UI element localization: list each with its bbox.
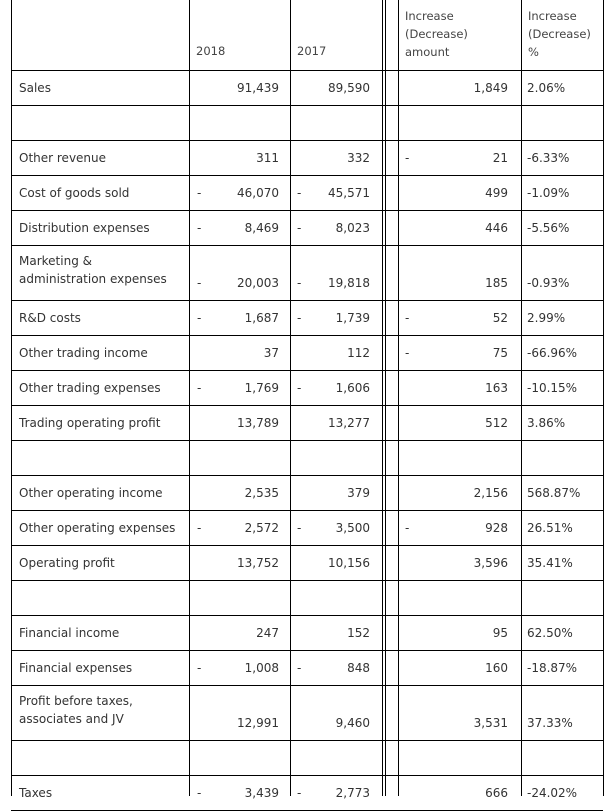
row-divider (11, 775, 603, 776)
negative-marker: - (197, 220, 202, 235)
negative-marker: - (197, 276, 202, 290)
value-2017: 9,460 (335, 716, 370, 730)
row-divider (11, 210, 603, 211)
row-divider (11, 70, 603, 71)
value-amount: 52 (492, 310, 508, 325)
value-2017: 10,156 (328, 555, 370, 570)
header-increase-pct: % (528, 45, 539, 59)
value-amount: 160 (485, 660, 508, 675)
column-divider (521, 0, 522, 796)
row-divider (11, 545, 603, 546)
negative-marker: - (405, 150, 410, 165)
value-amount: 3,596 (473, 555, 508, 570)
value-pct: -5.56% (527, 220, 570, 235)
row-label: Other revenue (19, 150, 107, 165)
row-label: Cost of goods sold (19, 185, 130, 200)
row-label: Operating profit (19, 555, 115, 570)
value-pct: 2.06% (527, 80, 566, 95)
row-divider (11, 650, 603, 651)
value-pct: -24.02% (527, 785, 578, 800)
value-2017: 152 (347, 625, 370, 640)
value-2017: 19,818 (328, 276, 370, 290)
negative-marker: - (405, 520, 410, 535)
value-amount: 163 (485, 380, 508, 395)
negative-marker: - (297, 380, 302, 395)
row-divider (11, 405, 603, 406)
value-2018: 311 (256, 150, 279, 165)
value-2017: 379 (347, 485, 370, 500)
negative-marker: - (297, 310, 302, 325)
column-divider (398, 0, 399, 796)
value-2017: 89,590 (328, 80, 370, 95)
value-2018: 1,687 (244, 310, 279, 325)
value-pct: -1.09% (527, 185, 570, 200)
value-2018: 2,535 (244, 485, 279, 500)
row-divider (11, 440, 603, 441)
value-amount: 499 (485, 185, 508, 200)
negative-marker: - (297, 660, 302, 675)
value-2018: 13,752 (237, 555, 279, 570)
value-2018: 1,769 (244, 380, 279, 395)
row-divider (11, 510, 603, 511)
value-amount: 666 (485, 785, 508, 800)
header-2018: 2018 (196, 44, 226, 58)
column-divider (189, 0, 190, 796)
value-2017: 332 (347, 150, 370, 165)
value-pct: -66.96% (527, 345, 578, 360)
value-2018: 247 (256, 625, 279, 640)
negative-marker: - (197, 660, 202, 675)
row-label: administration expenses (19, 272, 167, 286)
value-pct: 37.33% (527, 716, 573, 730)
row-divider (11, 685, 603, 686)
value-amount: 928 (485, 520, 508, 535)
row-divider (11, 475, 603, 476)
value-pct: 26.51% (527, 520, 573, 535)
row-label: Financial expenses (19, 660, 133, 675)
negative-marker: - (405, 310, 410, 325)
value-pct: 568.87% (527, 485, 581, 500)
value-2018: 37 (263, 345, 279, 360)
value-2018: 13,789 (237, 415, 279, 430)
value-2018: 12,991 (237, 716, 279, 730)
value-amount: 75 (492, 345, 508, 360)
row-label: Other trading income (19, 345, 148, 360)
row-label: Other operating expenses (19, 520, 176, 535)
value-amount: 446 (485, 220, 508, 235)
value-amount: 1,849 (473, 80, 508, 95)
negative-marker: - (297, 520, 302, 535)
negative-marker: - (405, 345, 410, 360)
row-divider (11, 175, 603, 176)
negative-marker: - (297, 276, 302, 290)
negative-marker: - (297, 185, 302, 200)
negative-marker: - (197, 520, 202, 535)
value-pct: -10.15% (527, 380, 578, 395)
row-label: associates and JV (19, 712, 124, 726)
value-2017: 1,606 (335, 380, 370, 395)
value-amount: 21 (492, 150, 508, 165)
header-increase-amount: (Decrease) (405, 27, 468, 41)
value-2018: 20,003 (237, 276, 279, 290)
row-divider (11, 580, 603, 581)
value-2017: 45,571 (328, 185, 370, 200)
row-divider (11, 105, 603, 106)
row-label: Sales (19, 80, 51, 95)
header-2017: 2017 (297, 44, 327, 58)
row-divider (11, 335, 603, 336)
column-divider (11, 0, 12, 796)
value-2018: 1,008 (244, 660, 279, 675)
value-amount: 95 (492, 625, 508, 640)
row-label: Distribution expenses (19, 220, 150, 235)
value-2018: 8,469 (244, 220, 279, 235)
column-divider (385, 0, 386, 796)
value-2017: 8,023 (335, 220, 370, 235)
negative-marker: - (297, 220, 302, 235)
row-label: Marketing & (19, 254, 92, 268)
value-amount: 185 (485, 276, 508, 290)
header-increase-amount: amount (405, 45, 450, 59)
header-increase-pct: (Decrease) (528, 27, 591, 41)
row-divider (11, 140, 603, 141)
row-label: Other trading expenses (19, 380, 161, 395)
row-label: Financial income (19, 625, 120, 640)
header-increase-amount: Increase (405, 9, 454, 23)
header-increase-pct: Increase (528, 9, 577, 23)
value-2017: 13,277 (328, 415, 370, 430)
row-label: Taxes (19, 785, 53, 800)
value-2018: 46,070 (237, 185, 279, 200)
value-2017: 848 (347, 660, 370, 675)
negative-marker: - (297, 785, 302, 800)
value-2018: 2,572 (244, 520, 279, 535)
value-2017: 3,500 (335, 520, 370, 535)
value-2018: 91,439 (237, 80, 279, 95)
negative-marker: - (197, 310, 202, 325)
negative-marker: - (197, 185, 202, 200)
row-label: Trading operating profit (19, 415, 161, 430)
value-pct: 35.41% (527, 555, 573, 570)
row-label: Profit before taxes, (19, 694, 133, 708)
value-pct: -6.33% (527, 150, 570, 165)
value-pct: 3.86% (527, 415, 566, 430)
value-2017: 1,739 (335, 310, 370, 325)
value-pct: -0.93% (527, 276, 570, 290)
row-divider (11, 245, 603, 246)
value-pct: 2.99% (527, 310, 566, 325)
value-2017: 112 (347, 345, 370, 360)
negative-marker: - (197, 785, 202, 800)
value-2017: 2,773 (335, 785, 370, 800)
negative-marker: - (197, 380, 202, 395)
row-label: Other operating income (19, 485, 163, 500)
value-amount: 2,156 (473, 485, 508, 500)
value-amount: 3,531 (473, 716, 508, 730)
column-divider (382, 0, 383, 796)
column-divider (290, 0, 291, 796)
value-2018: 3,439 (244, 785, 279, 800)
value-pct: 62.50% (527, 625, 573, 640)
value-amount: 512 (485, 415, 508, 430)
row-divider (11, 300, 603, 301)
row-divider (11, 370, 603, 371)
value-pct: -18.87% (527, 660, 578, 675)
row-divider (11, 615, 603, 616)
row-divider (11, 740, 603, 741)
row-label: R&D costs (19, 310, 81, 325)
